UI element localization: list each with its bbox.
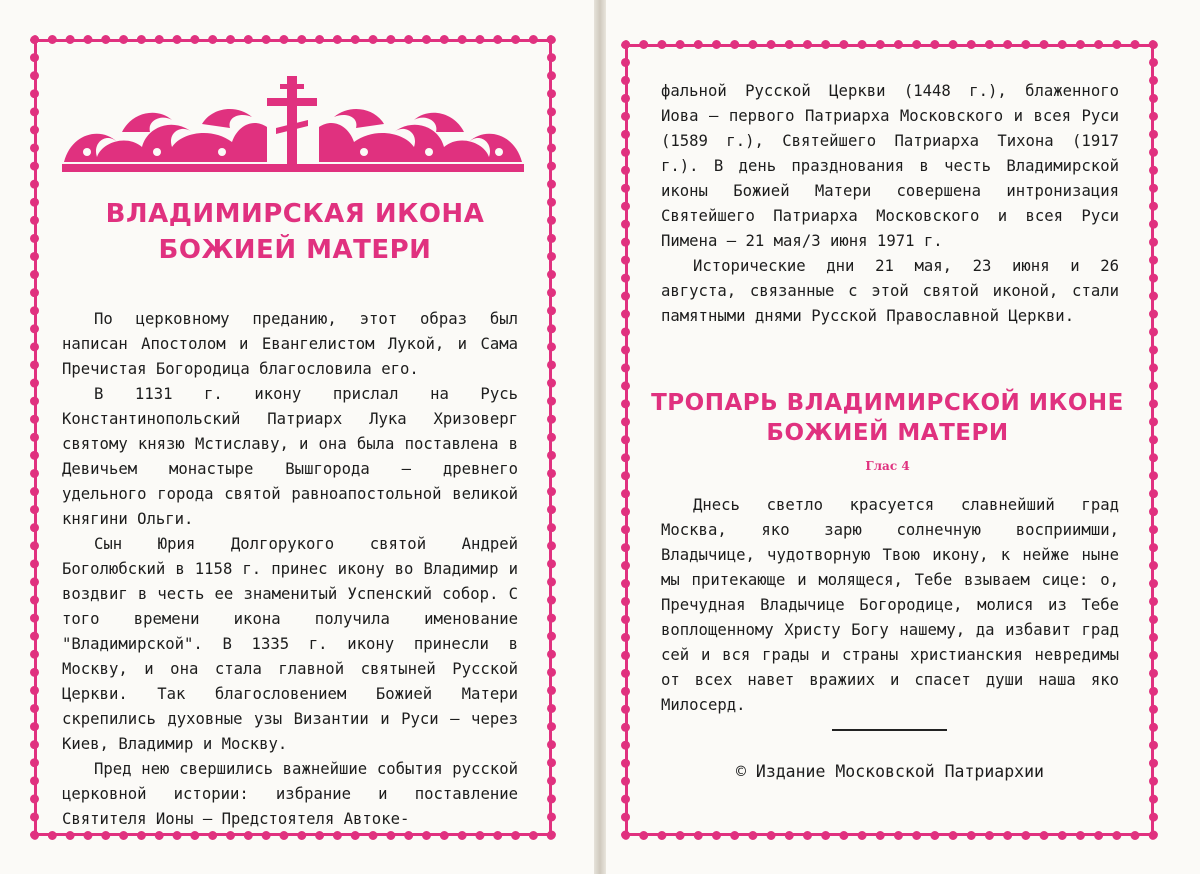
page-title xyxy=(55,196,535,268)
paragraph: Исторические дни 21 мая, 23 июня и 26 августа, связанные с этой святой иконой, стали памятными днями Русской Православной Церкви. xyxy=(661,257,1119,325)
troparion-title-line-1: ТРОПАРЬ ВЛАДИМИРСКОЙ ИКОНЕ xyxy=(651,390,1124,416)
cross-ornament-icon xyxy=(62,72,524,172)
title-line-2: БОЖИЕЙ МАТЕРИ xyxy=(158,235,432,265)
history-text-continued xyxy=(661,79,1119,329)
troparion-text xyxy=(661,493,1119,718)
history-text xyxy=(62,307,518,832)
paragraph: Днесь светло красуется славнейший град Москва, яко зарю солнечную восприимши, Владычице, чудотворную Твою икону, к нейже ныне мы притекающе и молящеся, Тебе взываем сице: о, Пречудная Владычице Богородице, молися из Тебе воплощенному Христу Богу нашему, да избавит град сей и вся грады и страны христианския невредимы от всех навет вражиих и спасет души наша яко Милосерд. xyxy=(661,496,1119,714)
paragraph: фальной Русской Церкви (1448 г.), блаженного Иова – первого Патриарха Московского и всея Руси (1589 г.), Святейшего Патриарха Тихона (1917 г.). В день празднования в честь Владимирской иконы Божией Матери совершена интронизация Святейшего Патриарха Московского и всея Руси Пимена – 21 мая/3 июня 1971 г. xyxy=(661,82,1119,250)
paragraph: По церковному преданию, этот образ был написан Апостолом и Евангелистом Лукой, и Сама Пречистая Богородица благословила его. xyxy=(62,310,518,378)
paragraph: В 1131 г. икону прислал на Русь Константинопольский Патриарх Лука Хризоверг святому князю Мстиславу, и она была поставлена в Девичьем монастыре Вышгорода – древнего удельного города святой равноапостольной великой княгини Ольги. xyxy=(62,385,518,528)
paragraph: Пред нею свершились важнейшие события русской церковной истории: избрание и поставление Святителя Ионы – Предстоятеля Автоке- xyxy=(62,760,518,828)
troparion-title xyxy=(635,388,1140,448)
troparion-title-line-2: БОЖИЕЙ МАТЕРИ xyxy=(766,420,1009,446)
title-line-1: ВЛАДИМИРСКАЯ ИКОНА xyxy=(105,199,485,229)
book-spine xyxy=(594,0,606,874)
paragraph: Сын Юрия Долгорукого святой Андрей Боголюбский в 1158 г. принес икону во Владимир и воздвиг в честь ее знаменитый Успенский собор. С того времени икона получила именование "Владимирской". В 1335 г. икону принесли в Москву, и она стала главной святыней Русской Церкви. Так благословением Божией Матери скрепились духовные узы Византии и Руси – через Киев, Владимир и Москву. xyxy=(62,535,518,753)
copyright-notice: © Издание Московской Патриархии xyxy=(736,762,1044,781)
tone-label: Глас 4 xyxy=(865,459,910,473)
divider-line xyxy=(832,729,947,731)
